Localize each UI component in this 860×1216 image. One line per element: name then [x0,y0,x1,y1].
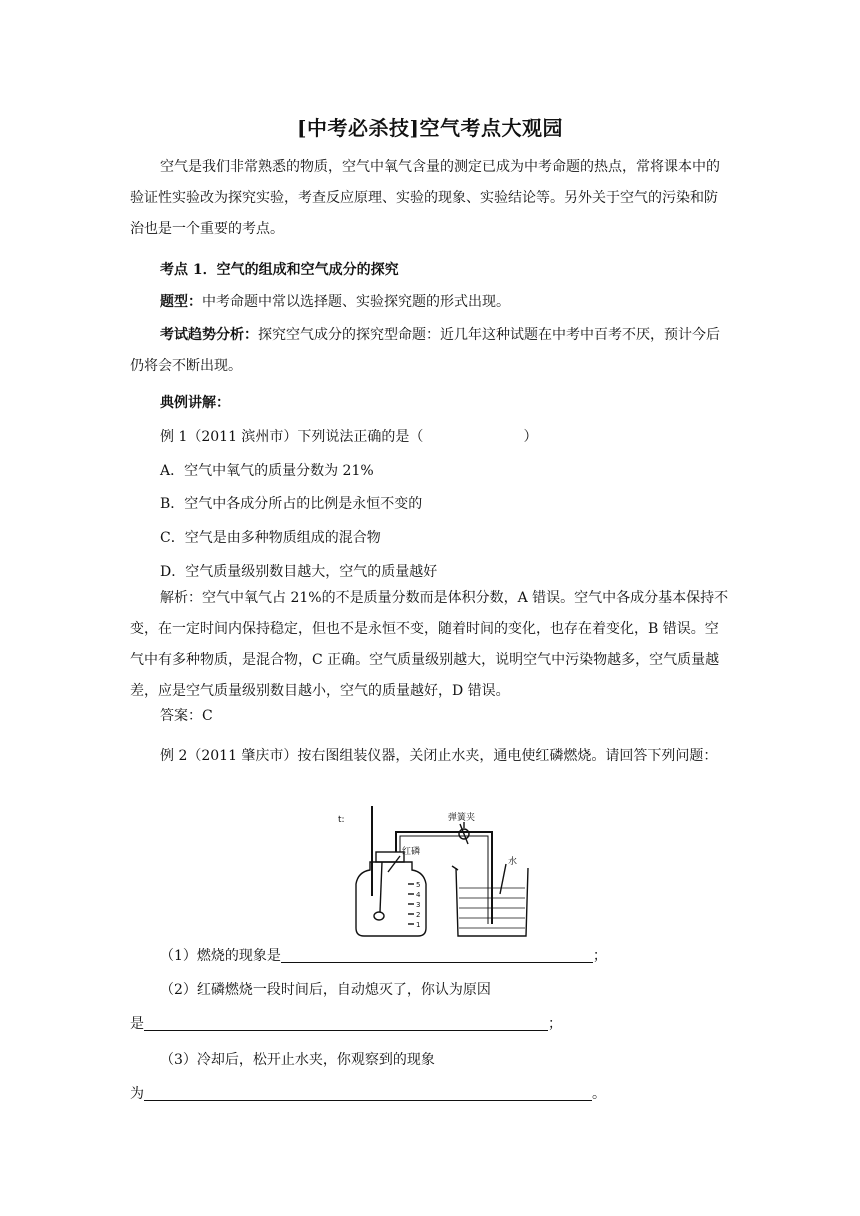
scale-5: 5 [416,881,421,889]
svg-text:t:: t: [338,815,345,825]
q3-prefix: 为 [130,1086,144,1102]
scale-1: 1 [416,921,421,929]
type-paragraph [130,287,730,318]
question-3-line2 [130,1084,606,1104]
clamp-label: 弹簧夹 [448,813,476,823]
option-d: D．空气质量级别数目越大，空气的质量越好 [160,564,438,580]
scale-4: 4 [416,891,421,899]
q1-answer-blank[interactable] [281,948,593,963]
question-2-line2 [130,1014,562,1034]
q3-end: 。 [592,1086,606,1102]
water-label: 水 [508,857,518,867]
trend-paragraph [130,320,730,382]
q3-answer-blank[interactable] [144,1086,592,1101]
q2-end: ； [548,1016,562,1032]
trend-label: 考试趋势分析： [160,327,258,343]
type-label: 题型： [160,294,202,310]
page-title: [中考必杀技]空气考点大观园 [297,116,563,140]
example-heading: 典例讲解： [160,395,230,411]
q2-prefix: 是 [130,1016,144,1032]
scale-3: 3 [416,901,421,909]
q1-text: （1）燃烧的现象是 [160,948,281,964]
question-1 [160,946,607,966]
intro-paragraph: 空气是我们非常熟悉的物质，空气中氧气含量的测定已成为中考命题的热点，常将课本中的验证性实验改为探究实验，考查反应原理、实验的现象、实验结论等。另外关于空气的污染和防治也是一个重要的考点。 [130,159,720,237]
option-b: B．空气中各成分所占的比例是永恒不变的 [160,496,423,512]
example1-analysis: 解析：空气中氧气占 21%的不是质量分数而是体积分数，A 错误。空气中各成分基本保持不变，在一定时间内保持稳定，但也不是永恒不变，随着时间的变化，也存在着变化，B 错误。空气中有多种物质，是混合物，C 正确。空气质量级别越大，说明空气中污染物越多，空气质量越差，应是空气质量级别数目越小，空气的质量越好，D 错误。 [130,590,729,699]
q1-end: ； [592,948,607,964]
option-a: A．空气中氧气的质量分数为 21% [160,463,374,479]
phosphorus-label: 红磷 [402,847,421,857]
trend-text: 探究空气成分的探究型命题：近几年这种试题在中考中百考不厌，预计今后仍将会不断出现。 [130,327,720,374]
question-2-line1: （2）红磷燃烧一段时间后，自动熄灭了，你认为原因 [160,982,491,998]
example2-question: 例 2（2011 肇庆市）按右图组装仪器，关闭止水夹，通电使红磷燃烧。请回答下列问题： [160,748,718,764]
apparatus-diagram [336,804,532,940]
type-text: 中考命题中常以选择题、实验探究题的形式出现。 [202,294,510,310]
option-c: C．空气是由多种物质组成的混合物 [160,530,381,546]
example1-question [130,422,730,453]
example1-question-text: 例 1（2011 滨州市）下列说法正确的是（ [160,429,424,445]
point1-heading: 考点 1．空气的组成和空气成分的探究 [160,262,399,278]
example1-question-close: ） [523,429,538,445]
example1-answer: 答案：C [160,708,213,724]
scale-2: 2 [416,911,421,919]
question-3-line1: （3）冷却后，松开止水夹，你观察到的现象 [160,1052,435,1068]
q2-answer-blank[interactable] [144,1016,548,1031]
